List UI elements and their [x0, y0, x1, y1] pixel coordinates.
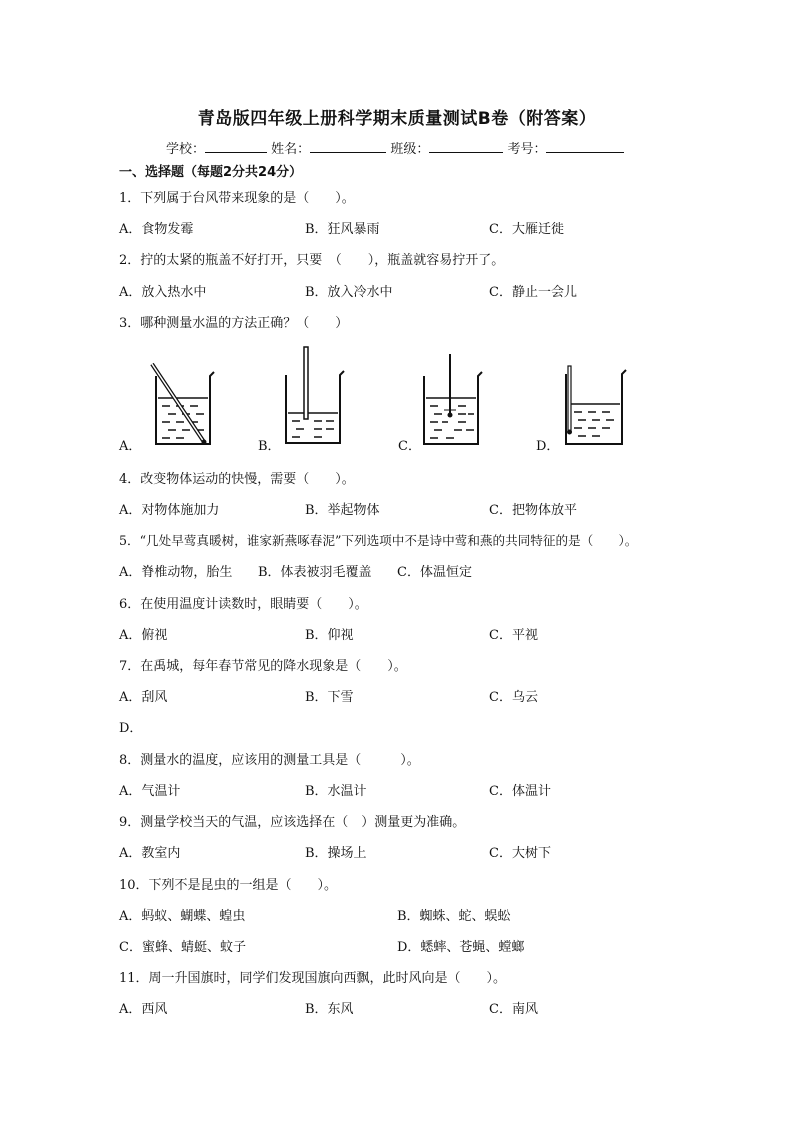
- school-label: 学校：: [166, 142, 206, 157]
- question-5: 5．“几处早莺真暖树，谁家新燕啄春泥”下列选项中不是诗中莺和燕的共同特征的是（ ）。: [119, 533, 638, 548]
- q5-option-a[interactable]: A．脊椎动物，胎生: [119, 565, 233, 580]
- name-blank: [310, 140, 386, 153]
- class-label: 班级：: [390, 142, 430, 157]
- question-9: 9．测量学校当天的气温，应该选择在（ ）测量更为准确。: [119, 815, 466, 830]
- exam-no-blank: [546, 140, 624, 153]
- q2-option-b[interactable]: B．放入冷水中: [305, 285, 393, 300]
- q6-option-b[interactable]: B．仰视: [305, 628, 354, 643]
- q9-option-b[interactable]: B．操场上: [305, 846, 367, 861]
- question-6: 6．在使用温度计读数时，眼睛要（ ）。: [119, 597, 368, 612]
- q2-option-c[interactable]: C．静止一会儿: [489, 285, 577, 300]
- q7-option-a[interactable]: A．刮风: [119, 690, 168, 705]
- q7-option-c[interactable]: C．乌云: [489, 690, 538, 705]
- question-11: 11．周一升国旗时，同学们发现国旗向西飘，此时风向是（ ）。: [119, 971, 507, 986]
- beaker-c-icon: [418, 352, 490, 448]
- q4-option-b[interactable]: B．举起物体: [305, 503, 380, 518]
- q9-option-a[interactable]: A．教室内: [119, 846, 181, 861]
- question-7: 7．在禹城，每年春节常见的降水现象是（ ）。: [119, 659, 407, 674]
- q1-option-c[interactable]: C．大雁迁徙: [489, 222, 564, 237]
- exam-no-label: 考号：: [507, 142, 547, 157]
- q6-option-a[interactable]: A．俯视: [119, 628, 168, 643]
- q8-option-a[interactable]: A．气温计: [119, 784, 181, 799]
- student-info-line: [166, 138, 624, 157]
- q10-option-a[interactable]: A．蚂蚁、蝴蝶、蝗虫: [119, 909, 246, 924]
- q10-option-b[interactable]: B．蜘蛛、蛇、蜈蚣: [397, 909, 511, 924]
- question-10: 10．下列不是昆虫的一组是（ ）。: [119, 878, 338, 893]
- q11-option-a[interactable]: A．西风: [119, 1002, 168, 1017]
- beaker-d-icon: [560, 362, 632, 448]
- q5-option-b[interactable]: B．体表被羽毛覆盖: [258, 565, 372, 580]
- class-blank: [429, 140, 503, 153]
- q9-option-c[interactable]: C．大树下: [489, 846, 551, 861]
- q8-option-b[interactable]: B．水温计: [305, 784, 367, 799]
- page-title: 青岛版四年级上册科学期末质量测试B卷（附答案）: [197, 109, 597, 129]
- q8-option-c[interactable]: C．体温计: [489, 784, 551, 799]
- q1-option-a[interactable]: A．食物发霉: [119, 222, 194, 237]
- q3-option-b[interactable]: B．: [258, 439, 281, 454]
- question-2: 2．拧的太紧的瓶盖不好打开，只要 （ ），瓶盖就容易拧开了。: [119, 253, 505, 268]
- question-8: 8．测量水的温度，应该用的测量工具是（ ）。: [119, 753, 420, 768]
- q10-option-d[interactable]: D．蟋蟀、苍蝇、螳螂: [397, 940, 525, 955]
- q4-option-a[interactable]: A．对物体施加力: [119, 503, 220, 518]
- name-label: 姓名：: [271, 142, 311, 157]
- q1-option-b[interactable]: B．狂风暴雨: [305, 222, 380, 237]
- q7-option-b[interactable]: B．下雪: [305, 690, 354, 705]
- beaker-b-icon: [280, 345, 352, 449]
- q3-option-a[interactable]: A．: [119, 439, 142, 454]
- q7-option-d[interactable]: D．: [119, 721, 143, 736]
- q5-option-c[interactable]: C．体温恒定: [397, 565, 472, 580]
- question-3: 3．哪种测量水温的方法正确？（ ）: [119, 316, 349, 331]
- q3-option-c[interactable]: C．: [398, 439, 421, 454]
- question-4: 4．改变物体运动的快慢，需要（ ）。: [119, 472, 355, 487]
- q11-option-c[interactable]: C．南风: [489, 1002, 538, 1017]
- q6-option-c[interactable]: C．平视: [489, 628, 538, 643]
- question-1: 1．下列属于台风带来现象的是（ ）。: [119, 191, 355, 206]
- section-heading: 一、选择题（每题2分共24分）: [119, 165, 303, 180]
- q2-option-a[interactable]: A．放入热水中: [119, 285, 207, 300]
- q10-option-c[interactable]: C．蜜蜂、蜻蜓、蚊子: [119, 940, 246, 955]
- q3-option-d[interactable]: D．: [536, 439, 560, 454]
- beaker-a-icon: [144, 360, 216, 450]
- q11-option-b[interactable]: B．东风: [305, 1002, 354, 1017]
- school-blank: [205, 140, 267, 153]
- q4-option-c[interactable]: C．把物体放平: [489, 503, 577, 518]
